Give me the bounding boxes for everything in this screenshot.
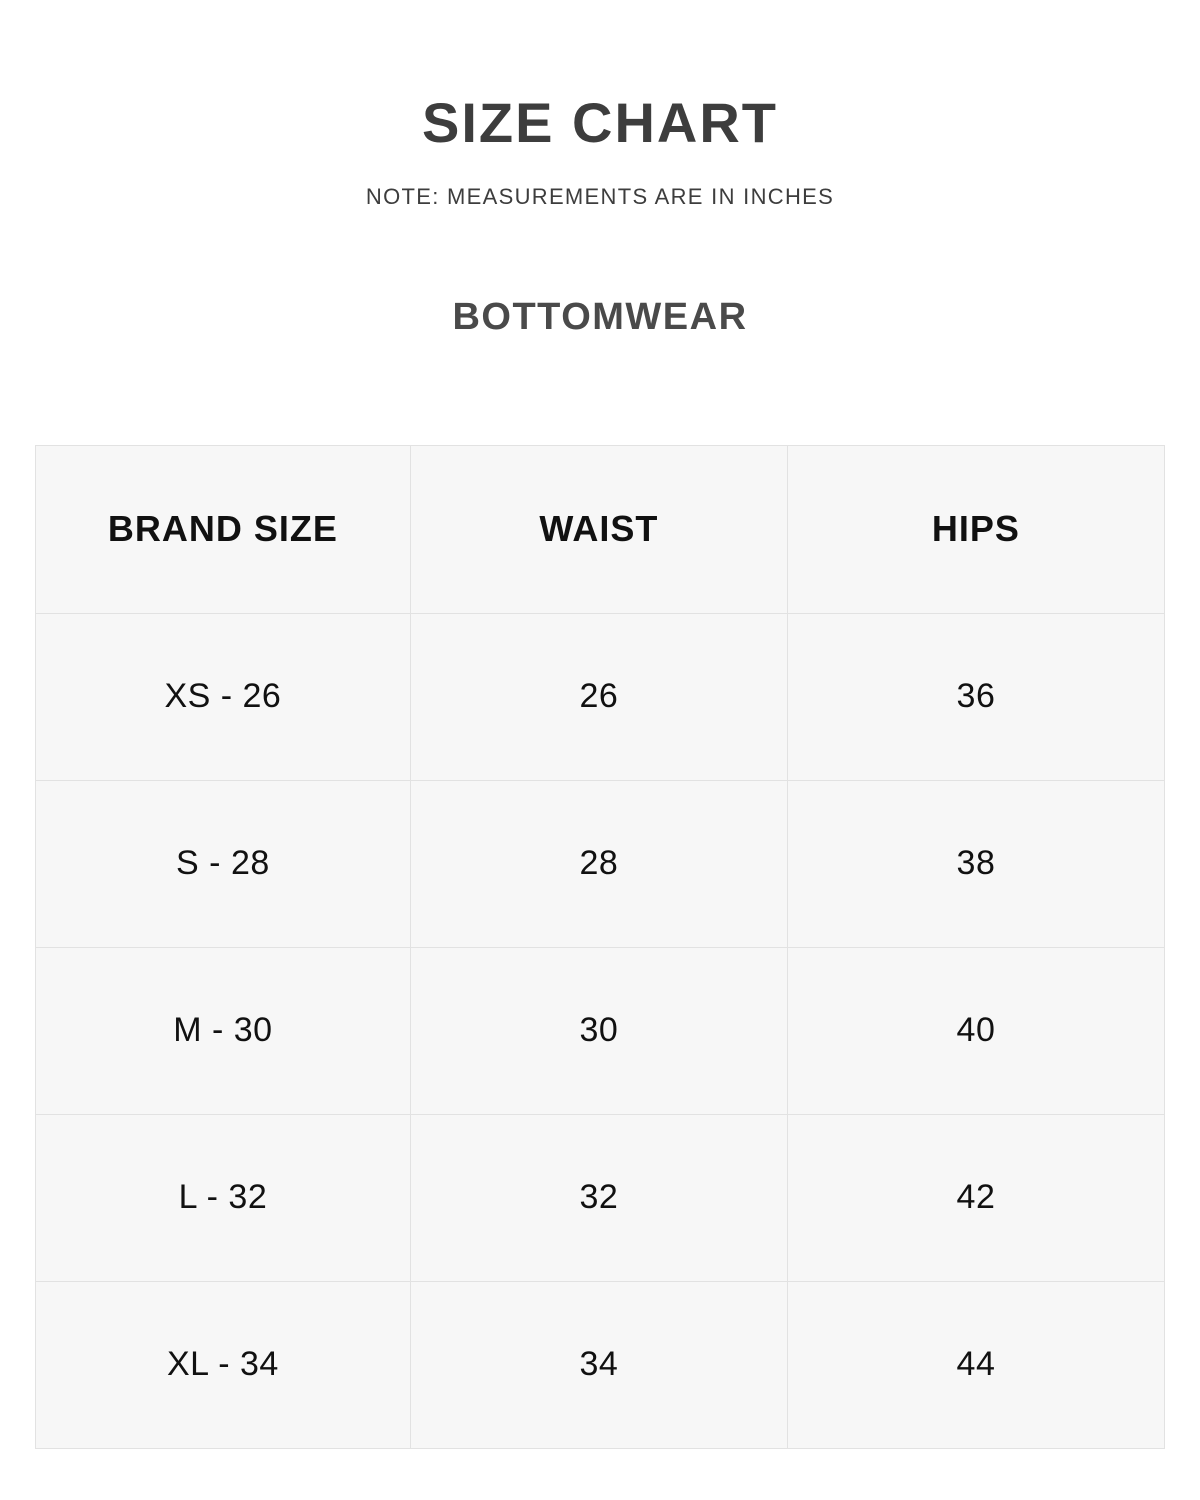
column-header-hips: HIPS <box>787 445 1164 613</box>
size-table <box>35 445 1165 1449</box>
measurement-note: NOTE: MEASUREMENTS ARE IN INCHES <box>365 183 835 209</box>
cell-hips: 44 <box>787 1281 1164 1448</box>
cell-waist: 30 <box>410 947 787 1114</box>
cell-waist: 28 <box>410 780 787 947</box>
cell-hips: 38 <box>787 780 1164 947</box>
column-header-brand-size: BRAND SIZE <box>36 445 411 613</box>
table-row <box>36 1281 1165 1448</box>
cell-brand-size: XL - 34 <box>36 1281 411 1448</box>
table-row <box>36 613 1165 780</box>
cell-brand-size: M - 30 <box>36 947 411 1114</box>
section-title-bottomwear: BOTTOMWEAR <box>452 295 748 338</box>
table-header-row <box>36 445 1165 613</box>
column-header-waist: WAIST <box>410 445 787 613</box>
cell-waist: 26 <box>410 613 787 780</box>
cell-hips: 40 <box>787 947 1164 1114</box>
page-header <box>0 0 1200 210</box>
size-table-container <box>35 445 1165 1449</box>
cell-hips: 42 <box>787 1114 1164 1281</box>
cell-brand-size: XS - 26 <box>36 613 411 780</box>
page-title: SIZE CHART <box>422 91 778 154</box>
cell-waist: 34 <box>410 1281 787 1448</box>
cell-hips: 36 <box>787 613 1164 780</box>
cell-brand-size: S - 28 <box>36 780 411 947</box>
table-row <box>36 947 1165 1114</box>
table-row <box>36 780 1165 947</box>
table-row <box>36 1114 1165 1281</box>
table-body <box>36 613 1165 1448</box>
cell-waist: 32 <box>410 1114 787 1281</box>
cell-brand-size: L - 32 <box>36 1114 411 1281</box>
table-head <box>36 445 1165 613</box>
